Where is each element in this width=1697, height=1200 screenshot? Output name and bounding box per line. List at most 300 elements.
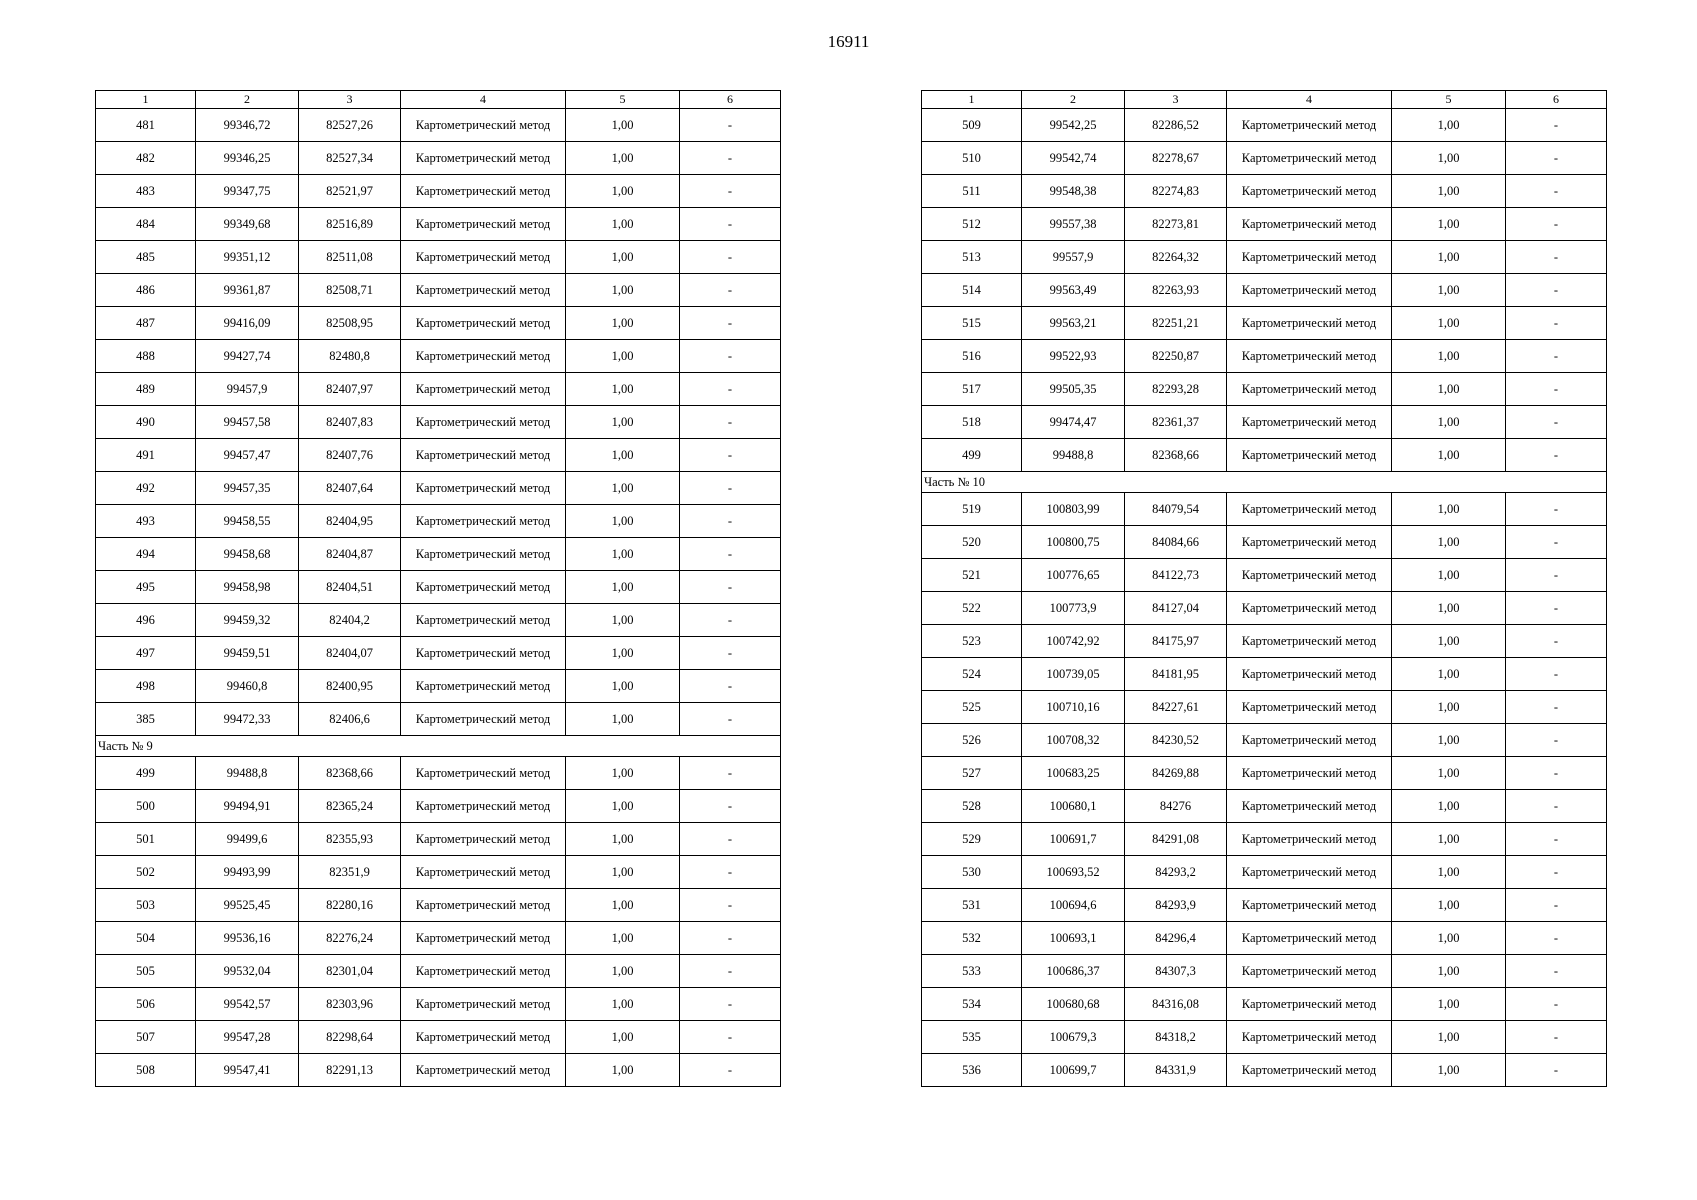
point-number-cell: 504 xyxy=(96,922,196,955)
method-cell: Картометрический метод xyxy=(401,406,566,439)
note-cell: - xyxy=(1506,559,1607,592)
y-coordinate-cell: 84122,73 xyxy=(1125,559,1227,592)
accuracy-cell: 1,00 xyxy=(566,637,680,670)
point-number-cell: 498 xyxy=(96,670,196,703)
x-coordinate-cell: 100739,05 xyxy=(1022,658,1125,691)
method-cell: Картометрический метод xyxy=(401,703,566,736)
part-heading: Часть № 10 xyxy=(922,472,1607,493)
point-number-cell: 531 xyxy=(922,889,1022,922)
method-cell: Картометрический метод xyxy=(401,637,566,670)
table-row xyxy=(922,757,1607,790)
point-number-cell: 493 xyxy=(96,505,196,538)
point-number-cell: 486 xyxy=(96,274,196,307)
note-cell: - xyxy=(1506,373,1607,406)
point-number-cell: 508 xyxy=(96,1054,196,1087)
method-cell: Картометрический метод xyxy=(1227,922,1392,955)
x-coordinate-cell: 99458,68 xyxy=(196,538,299,571)
x-coordinate-cell: 99459,32 xyxy=(196,604,299,637)
accuracy-cell: 1,00 xyxy=(1392,757,1506,790)
y-coordinate-cell: 82368,66 xyxy=(299,757,401,790)
point-number-cell: 510 xyxy=(922,142,1022,175)
y-coordinate-cell: 82406,6 xyxy=(299,703,401,736)
note-cell: - xyxy=(680,604,781,637)
accuracy-cell: 1,00 xyxy=(1392,340,1506,373)
note-cell: - xyxy=(1506,625,1607,658)
table-row xyxy=(96,571,781,604)
accuracy-cell: 1,00 xyxy=(1392,439,1506,472)
point-number-cell: 536 xyxy=(922,1054,1022,1087)
x-coordinate-cell: 99557,38 xyxy=(1022,208,1125,241)
table-row xyxy=(96,604,781,637)
method-cell: Картометрический метод xyxy=(1227,823,1392,856)
accuracy-cell: 1,00 xyxy=(1392,373,1506,406)
x-coordinate-cell: 100683,25 xyxy=(1022,757,1125,790)
column-header: 4 xyxy=(1227,91,1392,109)
note-cell: - xyxy=(680,505,781,538)
accuracy-cell: 1,00 xyxy=(566,175,680,208)
method-cell: Картометрический метод xyxy=(401,1054,566,1087)
x-coordinate-cell: 99494,91 xyxy=(196,790,299,823)
column-header: 5 xyxy=(1392,91,1506,109)
note-cell: - xyxy=(680,109,781,142)
table-row xyxy=(922,658,1607,691)
x-coordinate-cell: 100800,75 xyxy=(1022,526,1125,559)
accuracy-cell: 1,00 xyxy=(566,988,680,1021)
y-coordinate-cell: 82273,81 xyxy=(1125,208,1227,241)
table-row xyxy=(96,988,781,1021)
y-coordinate-cell: 82480,8 xyxy=(299,340,401,373)
x-coordinate-cell: 99474,47 xyxy=(1022,406,1125,439)
note-cell: - xyxy=(680,889,781,922)
y-coordinate-cell: 82407,83 xyxy=(299,406,401,439)
method-cell: Картометрический метод xyxy=(401,472,566,505)
note-cell: - xyxy=(680,208,781,241)
column-header: 2 xyxy=(1022,91,1125,109)
method-cell: Картометрический метод xyxy=(401,670,566,703)
point-number-cell: 511 xyxy=(922,175,1022,208)
accuracy-cell: 1,00 xyxy=(566,307,680,340)
note-cell: - xyxy=(680,922,781,955)
y-coordinate-cell: 82516,89 xyxy=(299,208,401,241)
table-row xyxy=(922,592,1607,625)
y-coordinate-cell: 84318,2 xyxy=(1125,1021,1227,1054)
note-cell: - xyxy=(1506,823,1607,856)
y-coordinate-cell: 82293,28 xyxy=(1125,373,1227,406)
table-row xyxy=(96,889,781,922)
x-coordinate-cell: 99548,38 xyxy=(1022,175,1125,208)
accuracy-cell: 1,00 xyxy=(1392,559,1506,592)
note-cell: - xyxy=(1506,142,1607,175)
point-number-cell: 532 xyxy=(922,922,1022,955)
x-coordinate-cell: 99525,45 xyxy=(196,889,299,922)
y-coordinate-cell: 82351,9 xyxy=(299,856,401,889)
column-header: 3 xyxy=(299,91,401,109)
table-row xyxy=(922,142,1607,175)
accuracy-cell: 1,00 xyxy=(566,1021,680,1054)
method-cell: Картометрический метод xyxy=(401,505,566,538)
x-coordinate-cell: 100773,9 xyxy=(1022,592,1125,625)
table-row xyxy=(96,142,781,175)
point-number-cell: 481 xyxy=(96,109,196,142)
y-coordinate-cell: 82303,96 xyxy=(299,988,401,1021)
table-row xyxy=(96,1054,781,1087)
point-number-cell: 517 xyxy=(922,373,1022,406)
y-coordinate-cell: 82404,51 xyxy=(299,571,401,604)
y-coordinate-cell: 84079,54 xyxy=(1125,493,1227,526)
note-cell: - xyxy=(1506,526,1607,559)
table-row xyxy=(922,988,1607,1021)
y-coordinate-cell: 82400,95 xyxy=(299,670,401,703)
x-coordinate-cell: 99542,57 xyxy=(196,988,299,1021)
note-cell: - xyxy=(680,988,781,1021)
method-cell: Картометрический метод xyxy=(401,340,566,373)
accuracy-cell: 1,00 xyxy=(1392,109,1506,142)
x-coordinate-cell: 99547,28 xyxy=(196,1021,299,1054)
table-row xyxy=(96,175,781,208)
note-cell: - xyxy=(1506,241,1607,274)
table-row xyxy=(922,559,1607,592)
method-cell: Картометрический метод xyxy=(1227,691,1392,724)
table-row xyxy=(922,526,1607,559)
table-row xyxy=(922,307,1607,340)
table-row xyxy=(922,922,1607,955)
x-coordinate-cell: 100679,3 xyxy=(1022,1021,1125,1054)
note-cell: - xyxy=(680,538,781,571)
accuracy-cell: 1,00 xyxy=(566,889,680,922)
point-number-cell: 502 xyxy=(96,856,196,889)
point-number-cell: 497 xyxy=(96,637,196,670)
coordinates-table-left xyxy=(95,90,781,1087)
table-row xyxy=(96,670,781,703)
accuracy-cell: 1,00 xyxy=(566,142,680,175)
y-coordinate-cell: 84296,4 xyxy=(1125,922,1227,955)
accuracy-cell: 1,00 xyxy=(566,922,680,955)
accuracy-cell: 1,00 xyxy=(566,955,680,988)
y-coordinate-cell: 82301,04 xyxy=(299,955,401,988)
table-row xyxy=(96,307,781,340)
note-cell: - xyxy=(1506,592,1607,625)
method-cell: Картометрический метод xyxy=(1227,274,1392,307)
method-cell: Картометрический метод xyxy=(1227,1021,1392,1054)
method-cell: Картометрический метод xyxy=(1227,625,1392,658)
accuracy-cell: 1,00 xyxy=(1392,142,1506,175)
point-number-cell: 522 xyxy=(922,592,1022,625)
table-row xyxy=(96,823,781,856)
x-coordinate-cell: 99349,68 xyxy=(196,208,299,241)
method-cell: Картометрический метод xyxy=(401,307,566,340)
note-cell: - xyxy=(1506,208,1607,241)
y-coordinate-cell: 82407,64 xyxy=(299,472,401,505)
y-coordinate-cell: 82355,93 xyxy=(299,823,401,856)
method-cell: Картометрический метод xyxy=(1227,1054,1392,1087)
point-number-cell: 528 xyxy=(922,790,1022,823)
y-coordinate-cell: 84331,9 xyxy=(1125,1054,1227,1087)
method-cell: Картометрический метод xyxy=(1227,208,1392,241)
y-coordinate-cell: 82404,87 xyxy=(299,538,401,571)
note-cell: - xyxy=(1506,757,1607,790)
method-cell: Картометрический метод xyxy=(401,889,566,922)
x-coordinate-cell: 99505,35 xyxy=(1022,373,1125,406)
note-cell: - xyxy=(680,670,781,703)
method-cell: Картометрический метод xyxy=(1227,241,1392,274)
y-coordinate-cell: 82407,76 xyxy=(299,439,401,472)
x-coordinate-cell: 99499,6 xyxy=(196,823,299,856)
method-cell: Картометрический метод xyxy=(1227,526,1392,559)
accuracy-cell: 1,00 xyxy=(566,439,680,472)
y-coordinate-cell: 82508,71 xyxy=(299,274,401,307)
y-coordinate-cell: 84181,95 xyxy=(1125,658,1227,691)
table-row xyxy=(922,241,1607,274)
table-row xyxy=(96,538,781,571)
accuracy-cell: 1,00 xyxy=(566,670,680,703)
table-row xyxy=(96,208,781,241)
accuracy-cell: 1,00 xyxy=(1392,208,1506,241)
note-cell: - xyxy=(680,406,781,439)
y-coordinate-cell: 82508,95 xyxy=(299,307,401,340)
x-coordinate-cell: 99488,8 xyxy=(1022,439,1125,472)
x-coordinate-cell: 99459,51 xyxy=(196,637,299,670)
note-cell: - xyxy=(680,175,781,208)
point-number-cell: 483 xyxy=(96,175,196,208)
point-number-cell: 534 xyxy=(922,988,1022,1021)
note-cell: - xyxy=(680,1054,781,1087)
y-coordinate-cell: 82368,66 xyxy=(1125,439,1227,472)
table-row xyxy=(922,208,1607,241)
method-cell: Картометрический метод xyxy=(401,757,566,790)
y-coordinate-cell: 84175,97 xyxy=(1125,625,1227,658)
method-cell: Картометрический метод xyxy=(401,208,566,241)
method-cell: Картометрический метод xyxy=(1227,988,1392,1021)
point-number-cell: 527 xyxy=(922,757,1022,790)
x-coordinate-cell: 100693,52 xyxy=(1022,856,1125,889)
method-cell: Картометрический метод xyxy=(1227,406,1392,439)
table-row xyxy=(96,856,781,889)
accuracy-cell: 1,00 xyxy=(1392,724,1506,757)
table-row xyxy=(96,922,781,955)
method-cell: Картометрический метод xyxy=(1227,109,1392,142)
table-row xyxy=(96,109,781,142)
x-coordinate-cell: 100742,92 xyxy=(1022,625,1125,658)
point-number-cell: 499 xyxy=(96,757,196,790)
note-cell: - xyxy=(1506,724,1607,757)
table-row xyxy=(96,439,781,472)
x-coordinate-cell: 99458,98 xyxy=(196,571,299,604)
point-number-cell: 489 xyxy=(96,373,196,406)
note-cell: - xyxy=(680,790,781,823)
y-coordinate-cell: 84291,08 xyxy=(1125,823,1227,856)
point-number-cell: 521 xyxy=(922,559,1022,592)
x-coordinate-cell: 100693,1 xyxy=(1022,922,1125,955)
x-coordinate-cell: 99547,41 xyxy=(196,1054,299,1087)
y-coordinate-cell: 82264,32 xyxy=(1125,241,1227,274)
method-cell: Картометрический метод xyxy=(1227,175,1392,208)
method-cell: Картометрический метод xyxy=(401,175,566,208)
method-cell: Картометрический метод xyxy=(1227,142,1392,175)
method-cell: Картометрический метод xyxy=(401,109,566,142)
method-cell: Картометрический метод xyxy=(1227,592,1392,625)
y-coordinate-cell: 82365,24 xyxy=(299,790,401,823)
table-row xyxy=(922,889,1607,922)
note-cell: - xyxy=(1506,1054,1607,1087)
point-number-cell: 491 xyxy=(96,439,196,472)
note-cell: - xyxy=(1506,1021,1607,1054)
y-coordinate-cell: 84293,2 xyxy=(1125,856,1227,889)
note-cell: - xyxy=(680,439,781,472)
table-row xyxy=(922,274,1607,307)
y-coordinate-cell: 82404,95 xyxy=(299,505,401,538)
note-cell: - xyxy=(680,373,781,406)
table-row xyxy=(922,856,1607,889)
point-number-cell: 519 xyxy=(922,493,1022,526)
x-coordinate-cell: 99493,99 xyxy=(196,856,299,889)
point-number-cell: 523 xyxy=(922,625,1022,658)
note-cell: - xyxy=(1506,988,1607,1021)
point-number-cell: 495 xyxy=(96,571,196,604)
y-coordinate-cell: 84276 xyxy=(1125,790,1227,823)
accuracy-cell: 1,00 xyxy=(1392,691,1506,724)
point-number-cell: 507 xyxy=(96,1021,196,1054)
note-cell: - xyxy=(680,307,781,340)
note-cell: - xyxy=(680,571,781,604)
x-coordinate-cell: 100710,16 xyxy=(1022,691,1125,724)
method-cell: Картометрический метод xyxy=(401,922,566,955)
table-row xyxy=(922,724,1607,757)
table-body-right xyxy=(922,91,1607,1087)
accuracy-cell: 1,00 xyxy=(566,823,680,856)
x-coordinate-cell: 100680,1 xyxy=(1022,790,1125,823)
point-number-cell: 520 xyxy=(922,526,1022,559)
accuracy-cell: 1,00 xyxy=(1392,307,1506,340)
accuracy-cell: 1,00 xyxy=(1392,493,1506,526)
accuracy-cell: 1,00 xyxy=(566,790,680,823)
note-cell: - xyxy=(1506,109,1607,142)
table-row xyxy=(922,175,1607,208)
accuracy-cell: 1,00 xyxy=(566,1054,680,1087)
column-header: 6 xyxy=(1506,91,1607,109)
note-cell: - xyxy=(680,142,781,175)
table-row xyxy=(922,1021,1607,1054)
note-cell: - xyxy=(1506,439,1607,472)
y-coordinate-cell: 82276,24 xyxy=(299,922,401,955)
method-cell: Картометрический метод xyxy=(1227,757,1392,790)
point-number-cell: 490 xyxy=(96,406,196,439)
x-coordinate-cell: 100694,6 xyxy=(1022,889,1125,922)
column-header: 2 xyxy=(196,91,299,109)
coordinates-table-right xyxy=(921,90,1607,1087)
method-cell: Картометрический метод xyxy=(1227,889,1392,922)
accuracy-cell: 1,00 xyxy=(1392,526,1506,559)
note-cell: - xyxy=(1506,307,1607,340)
method-cell: Картометрический метод xyxy=(401,790,566,823)
point-number-cell: 526 xyxy=(922,724,1022,757)
accuracy-cell: 1,00 xyxy=(1392,406,1506,439)
table-body-left xyxy=(96,91,781,1087)
table-row xyxy=(96,757,781,790)
x-coordinate-cell: 99457,35 xyxy=(196,472,299,505)
column-header: 1 xyxy=(922,91,1022,109)
accuracy-cell: 1,00 xyxy=(1392,922,1506,955)
y-coordinate-cell: 82361,37 xyxy=(1125,406,1227,439)
table-row xyxy=(922,406,1607,439)
x-coordinate-cell: 99351,12 xyxy=(196,241,299,274)
point-number-cell: 529 xyxy=(922,823,1022,856)
point-number-cell: 492 xyxy=(96,472,196,505)
point-number-cell: 525 xyxy=(922,691,1022,724)
point-number-cell: 496 xyxy=(96,604,196,637)
y-coordinate-cell: 82527,26 xyxy=(299,109,401,142)
point-number-cell: 518 xyxy=(922,406,1022,439)
y-coordinate-cell: 84269,88 xyxy=(1125,757,1227,790)
note-cell: - xyxy=(680,757,781,790)
point-number-cell: 500 xyxy=(96,790,196,823)
x-coordinate-cell: 99472,33 xyxy=(196,703,299,736)
method-cell: Картометрический метод xyxy=(401,439,566,472)
x-coordinate-cell: 99522,93 xyxy=(1022,340,1125,373)
method-cell: Картометрический метод xyxy=(401,856,566,889)
point-number-cell: 514 xyxy=(922,274,1022,307)
accuracy-cell: 1,00 xyxy=(1392,856,1506,889)
accuracy-cell: 1,00 xyxy=(1392,241,1506,274)
x-coordinate-cell: 100686,37 xyxy=(1022,955,1125,988)
y-coordinate-cell: 84227,61 xyxy=(1125,691,1227,724)
x-coordinate-cell: 99346,25 xyxy=(196,142,299,175)
table-row xyxy=(96,505,781,538)
note-cell: - xyxy=(1506,691,1607,724)
y-coordinate-cell: 84307,3 xyxy=(1125,955,1227,988)
method-cell: Картометрический метод xyxy=(401,142,566,175)
x-coordinate-cell: 99557,9 xyxy=(1022,241,1125,274)
table-row xyxy=(922,691,1607,724)
accuracy-cell: 1,00 xyxy=(1392,274,1506,307)
table-row xyxy=(96,373,781,406)
method-cell: Картометрический метод xyxy=(401,538,566,571)
x-coordinate-cell: 99347,75 xyxy=(196,175,299,208)
point-number-cell: 499 xyxy=(922,439,1022,472)
x-coordinate-cell: 100691,7 xyxy=(1022,823,1125,856)
point-number-cell: 485 xyxy=(96,241,196,274)
x-coordinate-cell: 99427,74 xyxy=(196,340,299,373)
part-heading-row xyxy=(96,736,781,757)
accuracy-cell: 1,00 xyxy=(1392,1021,1506,1054)
y-coordinate-cell: 82407,97 xyxy=(299,373,401,406)
x-coordinate-cell: 100776,65 xyxy=(1022,559,1125,592)
part-heading-row xyxy=(922,472,1607,493)
method-cell: Картометрический метод xyxy=(401,571,566,604)
point-number-cell: 482 xyxy=(96,142,196,175)
x-coordinate-cell: 99361,87 xyxy=(196,274,299,307)
note-cell: - xyxy=(1506,658,1607,691)
table-row xyxy=(96,472,781,505)
x-coordinate-cell: 99563,49 xyxy=(1022,274,1125,307)
table-row xyxy=(922,493,1607,526)
table-row xyxy=(922,823,1607,856)
x-coordinate-cell: 99542,74 xyxy=(1022,142,1125,175)
method-cell: Картометрический метод xyxy=(1227,340,1392,373)
method-cell: Картометрический метод xyxy=(401,1021,566,1054)
y-coordinate-cell: 82511,08 xyxy=(299,241,401,274)
accuracy-cell: 1,00 xyxy=(566,571,680,604)
x-coordinate-cell: 99488,8 xyxy=(196,757,299,790)
note-cell: - xyxy=(680,340,781,373)
point-number-cell: 535 xyxy=(922,1021,1022,1054)
point-number-cell: 512 xyxy=(922,208,1022,241)
accuracy-cell: 1,00 xyxy=(1392,625,1506,658)
header-row xyxy=(922,91,1607,109)
y-coordinate-cell: 82291,13 xyxy=(299,1054,401,1087)
accuracy-cell: 1,00 xyxy=(566,604,680,637)
note-cell: - xyxy=(680,955,781,988)
note-cell: - xyxy=(680,637,781,670)
